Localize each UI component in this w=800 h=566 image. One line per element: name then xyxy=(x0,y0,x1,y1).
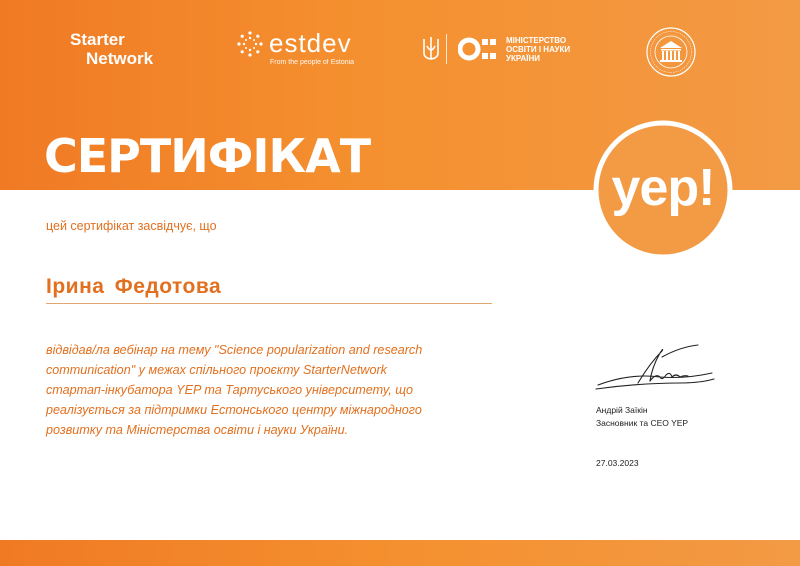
body-line-4: реалізується за підтримки Естонського центру міжнародного xyxy=(46,403,422,417)
certificate-date: 27.03.2023 xyxy=(596,458,639,468)
ministry-line1: МІНІСТЕРСТВО xyxy=(506,36,567,45)
starter-logo-line1: Starter xyxy=(70,30,125,49)
body-line-5: розвитку та Міністерства освіти і науки України. xyxy=(46,423,349,437)
ministry-name xyxy=(506,36,570,63)
signer-role: Засновник та CEO YEP xyxy=(596,418,689,428)
ministry-divider xyxy=(446,34,447,64)
estdev-tagline: From the people of Estonia xyxy=(270,59,355,66)
recipient-name: Ірина Федотова xyxy=(46,275,222,298)
signer-name: Андрій Заїкін xyxy=(596,405,648,415)
estdev-dots-icon xyxy=(236,30,264,58)
starter-logo-line2: Network xyxy=(86,49,154,68)
ministry-line2: ОСВІТИ І НАУКИ xyxy=(506,45,571,54)
ministry-mark-icon xyxy=(458,36,498,62)
trident-icon xyxy=(422,36,440,62)
estdev-wordmark: estdev xyxy=(269,28,352,58)
certificate-title: СЕРТИФІКАТ xyxy=(44,129,371,183)
yep-badge-text: yep! xyxy=(611,159,715,217)
tartu-university-seal-icon xyxy=(645,26,697,78)
name-underline xyxy=(46,303,492,304)
certificate-intro: цей сертифікат засвідчує, що xyxy=(46,219,217,233)
certificate-body xyxy=(46,340,476,440)
body-line-1: відвідав/ла вебінар на тему "Science popularization and research xyxy=(46,343,423,357)
starter-network-logo xyxy=(70,30,153,68)
body-line-2: communication" у межах спільного проєкту StarterNetwork xyxy=(46,363,387,377)
footer-band xyxy=(0,540,800,566)
ministry-line3: УКРАЇНИ xyxy=(506,54,541,63)
handwritten-signature xyxy=(590,343,720,403)
body-line-3: стартап-інкубатора YEP та Тартуського університету, що xyxy=(46,383,414,397)
